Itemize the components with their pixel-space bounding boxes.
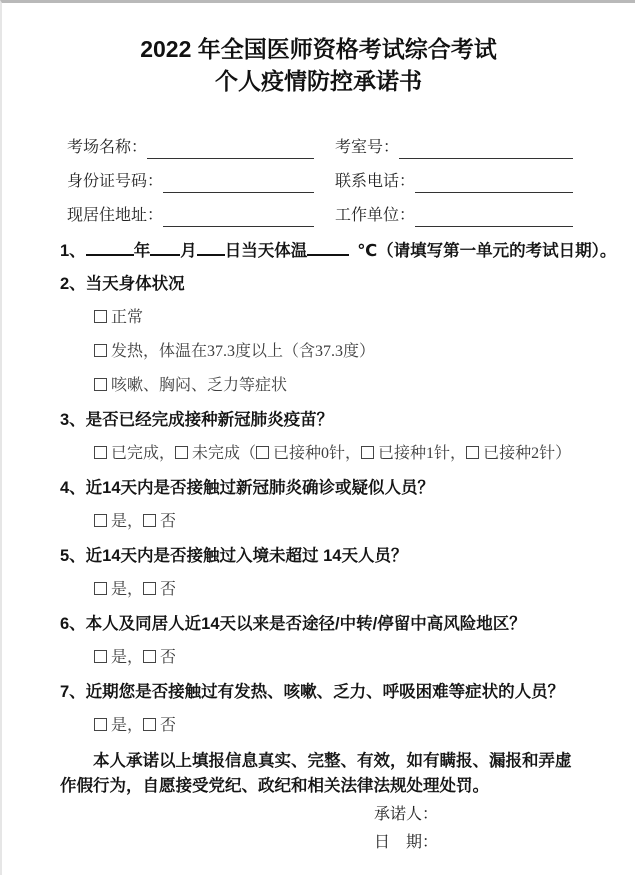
question-6-title: 6、本人及同居人近14天以来是否途径/中转/停留中高风险地区？ [60,615,526,633]
q2-option-symptoms-label: 咳嗽、胸闷、乏力等症状 [111,377,288,394]
checkbox-vaccine-completed[interactable] [94,446,107,459]
day-temperature-label: 日当天体温 [224,242,308,260]
commitment-paragraph: 本人承诺以上填报信息真实、完整、有效，如有瞒报、漏报和弄虚作假行为，自愿接受党纪、政纪和相关法律法规处理处罚。 [60,752,572,795]
signature-block [374,804,635,854]
exam-room-input[interactable] [399,139,573,159]
checkbox-fever[interactable] [94,344,107,357]
date-year-blank[interactable] [86,239,134,256]
celsius-note-label: ℃（请填写第一单元的考试日期）。 [357,242,617,260]
exam-room-field [335,137,573,159]
header-form [2,137,635,227]
form-row-2 [67,171,573,193]
employer-field [335,205,573,227]
q2-option-fever [94,341,635,363]
checkbox-dose-2[interactable] [466,446,479,459]
checkbox-normal[interactable] [94,310,107,323]
checkbox-dose-1[interactable] [361,446,374,459]
q3-completed-label: 已完成， [111,445,176,462]
q6-yes-label: 是， [111,649,144,666]
checkbox-q7-yes[interactable] [94,718,107,731]
document-title [2,33,635,97]
form-row-1 [67,137,573,159]
q4-options [94,511,635,533]
phone-field [335,171,573,193]
q4-yes-label: 是， [111,513,144,530]
id-number-input[interactable] [163,173,314,193]
q3-options [94,443,635,465]
q2-option-symptoms [94,375,635,397]
q2-option-normal-label: 正常 [111,309,144,326]
q5-yes-label: 是， [111,581,144,598]
question-5-title: 5、近14天内是否接触过入境未超过 14天人员？ [60,547,408,565]
question-4-title: 4、近14天内是否接触过新冠肺炎确诊或疑似人员？ [60,479,435,497]
q7-no-label: 否 [160,717,177,734]
exam-venue-label: 考场名称： [67,139,148,156]
year-label: 年 [133,242,151,260]
form-row-3 [67,205,573,227]
title-line-1: 2022 年全国医师资格考试综合考试 [140,36,497,62]
address-field [67,205,314,227]
employer-label: 工作单位： [335,207,416,224]
date-label: 日 期： [374,834,439,851]
questions-section [2,239,635,737]
temperature-blank[interactable] [307,239,349,256]
question-3-title: 3、是否已经完成接种新冠肺炎疫苗？ [60,411,334,429]
checkbox-q7-no[interactable] [143,718,156,731]
q3-not-completed-label: 未完成（ [192,445,257,462]
checkbox-q5-yes[interactable] [94,582,107,595]
employer-input[interactable] [415,207,573,227]
question-7-title: 7、近期您是否接触过有发热、咳嗽、乏力、呼吸困难等症状的人员？ [60,683,565,701]
checkbox-q6-yes[interactable] [94,650,107,663]
q5-no-label: 否 [160,581,177,598]
question-1-number: 1、 [60,242,86,260]
q2-option-normal [94,307,635,329]
id-number-label: 身份证号码： [67,173,164,190]
checkbox-symptoms[interactable] [94,378,107,391]
checkbox-vaccine-not-completed[interactable] [175,446,188,459]
id-number-field [67,171,314,193]
checkbox-dose-0[interactable] [256,446,269,459]
q2-option-fever-label: 发热，体温在37.3度以上（含37.3度） [111,343,376,360]
q3-dose2-label: 已接种2针） [483,445,572,462]
q3-dose1-label: 已接种1针， [378,445,467,462]
checkbox-q5-no[interactable] [143,582,156,595]
date-day-blank[interactable] [197,239,225,256]
question-2-title: 2、当天身体状况 [60,275,185,293]
checkbox-q6-no[interactable] [143,650,156,663]
q7-yes-label: 是， [111,717,144,734]
q6-options [94,647,635,669]
q4-no-label: 否 [160,513,177,530]
checkbox-q4-no[interactable] [143,514,156,527]
exam-venue-input[interactable] [147,139,314,159]
checkbox-q4-yes[interactable] [94,514,107,527]
date-month-blank[interactable] [150,239,180,256]
exam-venue-field [67,137,314,159]
promiser-label: 承诺人： [374,806,439,823]
exam-room-label: 考室号： [335,139,400,156]
month-label: 月 [180,242,197,260]
address-input[interactable] [163,207,314,227]
phone-label: 联系电话： [335,173,416,190]
q3-dose0-label: 已接种0针， [273,445,362,462]
q5-options [94,579,635,601]
q7-options [94,715,635,737]
title-line-2: 个人疫情防控承诺书 [215,68,422,94]
q6-no-label: 否 [160,649,177,666]
question-1-row [60,239,635,261]
address-label: 现居住地址： [67,207,164,224]
phone-input[interactable] [415,173,573,193]
